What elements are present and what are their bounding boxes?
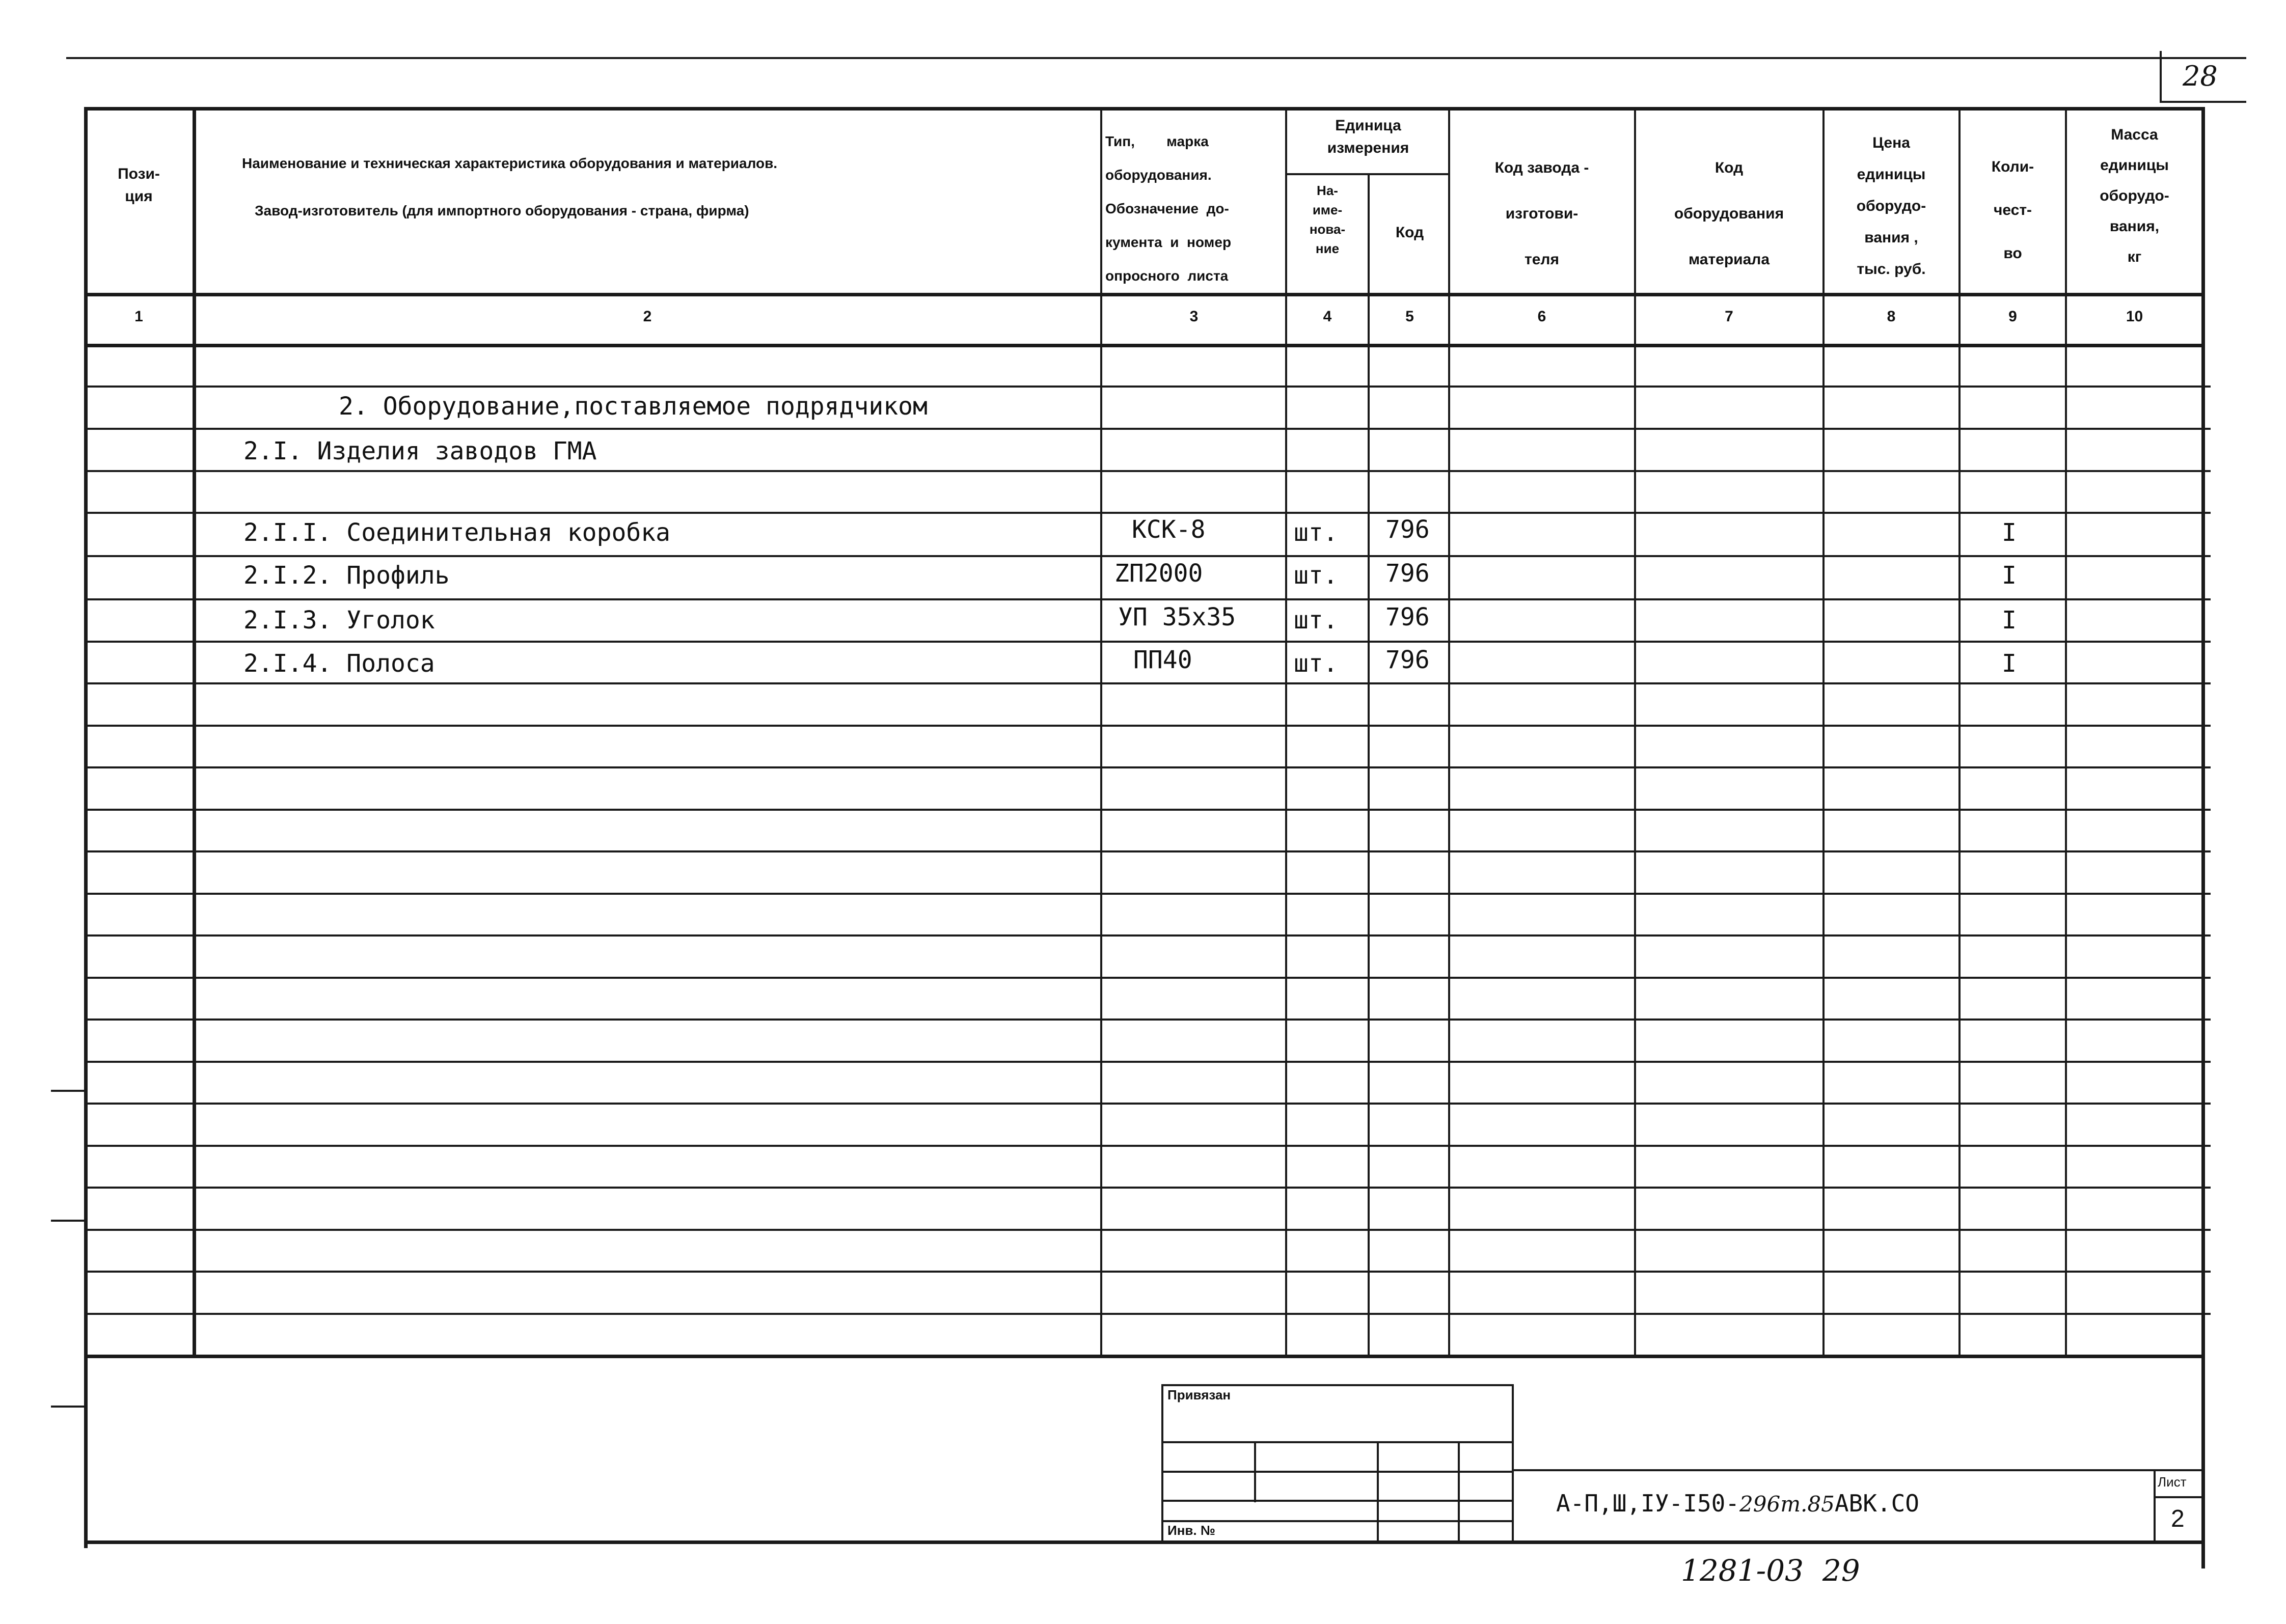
item-type: ZП2000 xyxy=(1114,559,1203,588)
page-number: 28 xyxy=(2183,60,2218,92)
document-code-prefix: А-П,Ш,IУ-I50- xyxy=(1556,1490,1740,1517)
column-number: 4 xyxy=(1323,308,1332,325)
column-number: 1 xyxy=(134,308,143,325)
document-code-suffix: АВК.СО xyxy=(1834,1490,1919,1517)
item-qty: I xyxy=(2002,518,2017,547)
item-unit-code: 796 xyxy=(1385,646,1430,674)
item-qty: I xyxy=(2002,649,2017,678)
header-type: Тип, марка оборудования. Обозначение до- кумента и номер опросного листа xyxy=(1105,133,1232,284)
header-name-line1: Наименование и техническая характеристика оборудования и материалов. xyxy=(242,155,778,171)
header-unit-name: На- име- нова- ние xyxy=(1309,183,1346,256)
column-number: 7 xyxy=(1725,308,1733,325)
header-unit-code: Код xyxy=(1395,224,1424,241)
header-factory-code: Код завода - изготови- теля xyxy=(1494,159,1589,268)
column-number: 8 xyxy=(1887,308,1896,325)
item-name: 2.I.4. Полоса xyxy=(243,649,435,678)
column-number: 10 xyxy=(2126,308,2143,325)
item-type: УП 35х35 xyxy=(1118,603,1236,631)
header-equipment-code: Код оборудования материала xyxy=(1674,159,1784,268)
item-name: 2.I.2. Профиль xyxy=(243,561,450,590)
item-unit: шт. xyxy=(1294,649,1338,678)
item-name: 2.I.3. Уголок xyxy=(243,606,435,635)
item-qty: I xyxy=(2002,561,2017,590)
column-number: 2 xyxy=(643,308,652,325)
item-unit: шт. xyxy=(1294,606,1338,635)
item-unit-code: 796 xyxy=(1385,515,1430,544)
header-position: Пози- ция xyxy=(118,166,160,205)
item-unit-code: 796 xyxy=(1385,559,1430,588)
header-unit-group: Единица измерения xyxy=(1327,117,1409,156)
inventory-number-label: Инв. № xyxy=(1167,1523,1215,1538)
column-number: 5 xyxy=(1405,308,1414,325)
item-qty: I xyxy=(2002,606,2017,635)
header-mass: Масса единицы оборудо- вания, кг xyxy=(2100,126,2169,265)
section-title: 2. Оборудование,поставляемое подрядчиком xyxy=(339,392,928,421)
document-code xyxy=(1556,1490,1919,1517)
column-number: 6 xyxy=(1537,308,1546,325)
item-name: 2.I.I. Соединительная коробка xyxy=(243,518,671,547)
header-quantity: Коли- чест- во xyxy=(1991,158,2034,262)
item-type: КСК-8 xyxy=(1132,515,1206,544)
header-name-line2: Завод-изготовитель (для импортного оборудования - страна, фирма) xyxy=(255,203,749,218)
header-price: Цена единицы оборудо- вания , тыс. руб. xyxy=(1856,134,1926,278)
item-unit-code: 796 xyxy=(1385,603,1430,631)
item-unit: шт. xyxy=(1294,518,1338,547)
column-number: 9 xyxy=(2008,308,2017,325)
attached-label: Привязан xyxy=(1167,1387,1231,1402)
item-type: ПП40 xyxy=(1133,646,1192,674)
document-code-handwritten: 296m.85 xyxy=(1739,1492,1835,1517)
item-unit: шт. xyxy=(1294,561,1338,590)
sheet-number: 2 xyxy=(2171,1505,2185,1532)
subsection-title: 2.I. Изделия заводов ГМА xyxy=(243,437,597,465)
footer-handwritten-number: 1281-03 29 xyxy=(1681,1553,1860,1588)
column-number: 3 xyxy=(1189,308,1199,325)
sheet-label: Лист xyxy=(2158,1474,2187,1490)
